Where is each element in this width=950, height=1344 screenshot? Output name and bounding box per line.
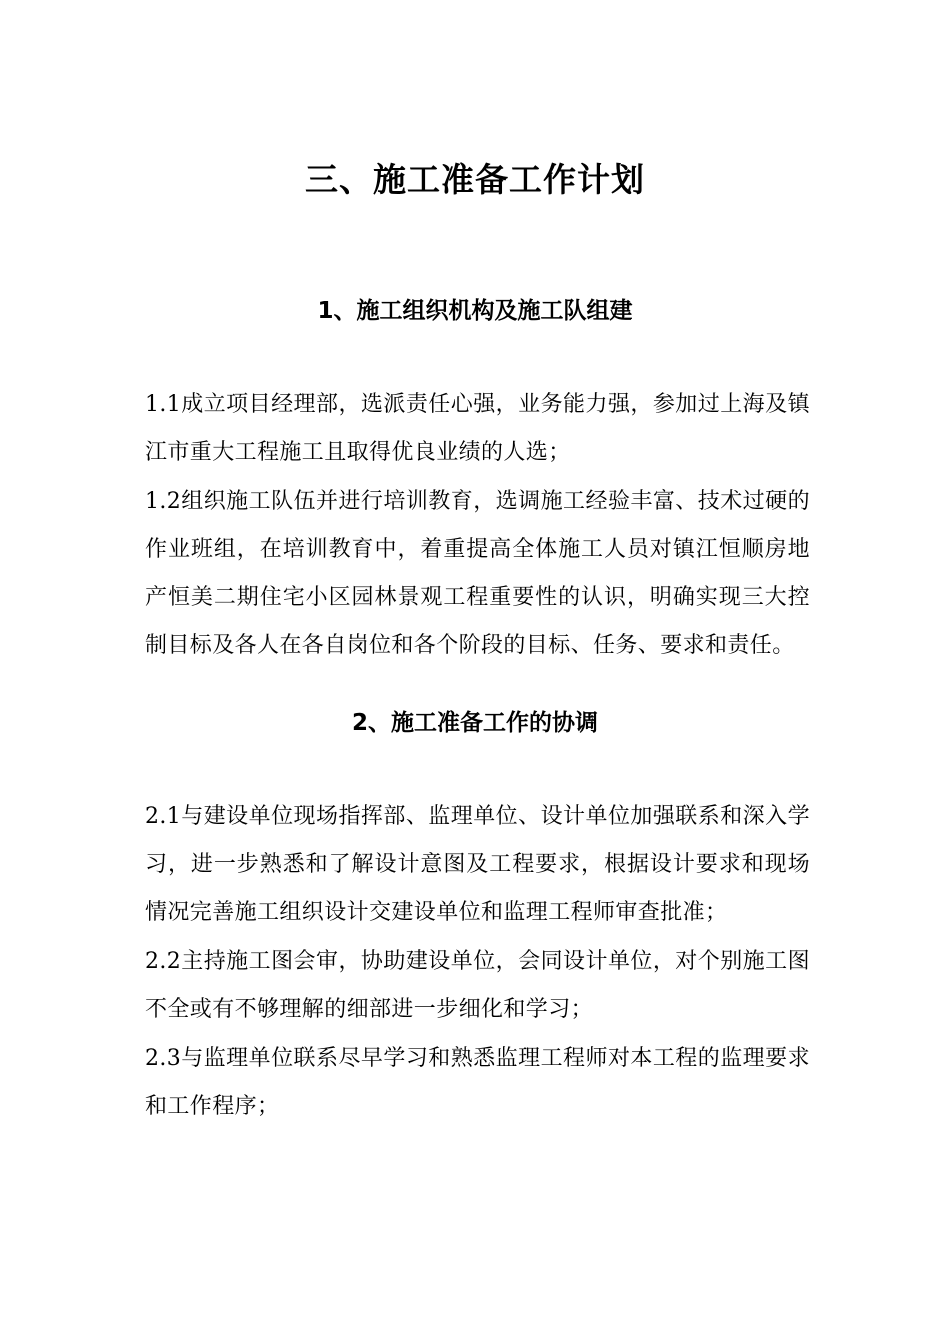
page-title: 三、施工准备工作计划: [305, 160, 645, 199]
paragraph: 2.3与监理单位联系尽早学习和熟悉监理工程师对本工程的监理要求和工作程序；: [145, 1046, 810, 1119]
section-heading: 2、施工准备工作的协调: [351, 710, 598, 736]
paragraph: 2.1与建设单位现场指挥部、监理单位、设计单位加强联系和深入学习，进一步熟悉和了解设计意图及工程要求，根据设计要求和现场情况完善施工组织设计交建设单位和监理工程师审查批准；: [145, 804, 810, 925]
section-heading: 1、施工组织机构及施工队组建: [317, 298, 633, 324]
paragraph: 2.2主持施工图会审，协助建设单位，会同设计单位，对个别施工图不全或有不够理解的细部进一步细化和学习；: [145, 949, 810, 1022]
paragraph: 1.1成立项目经理部，选派责任心强，业务能力强，参加过上海及镇江市重大工程施工且取得优良业绩的人选；: [145, 392, 810, 465]
paragraph: 1.2组织施工队伍并进行培训教育，选调施工经验丰富、技术过硬的作业班组，在培训教育中，着重提高全体施工人员对镇江恒顺房地产恒美二期住宅小区园林景观工程重要性的认识，明确实现三大控制目标及各人在各自岗位和各个阶段的目标、任务、要求和责任。: [145, 489, 810, 658]
